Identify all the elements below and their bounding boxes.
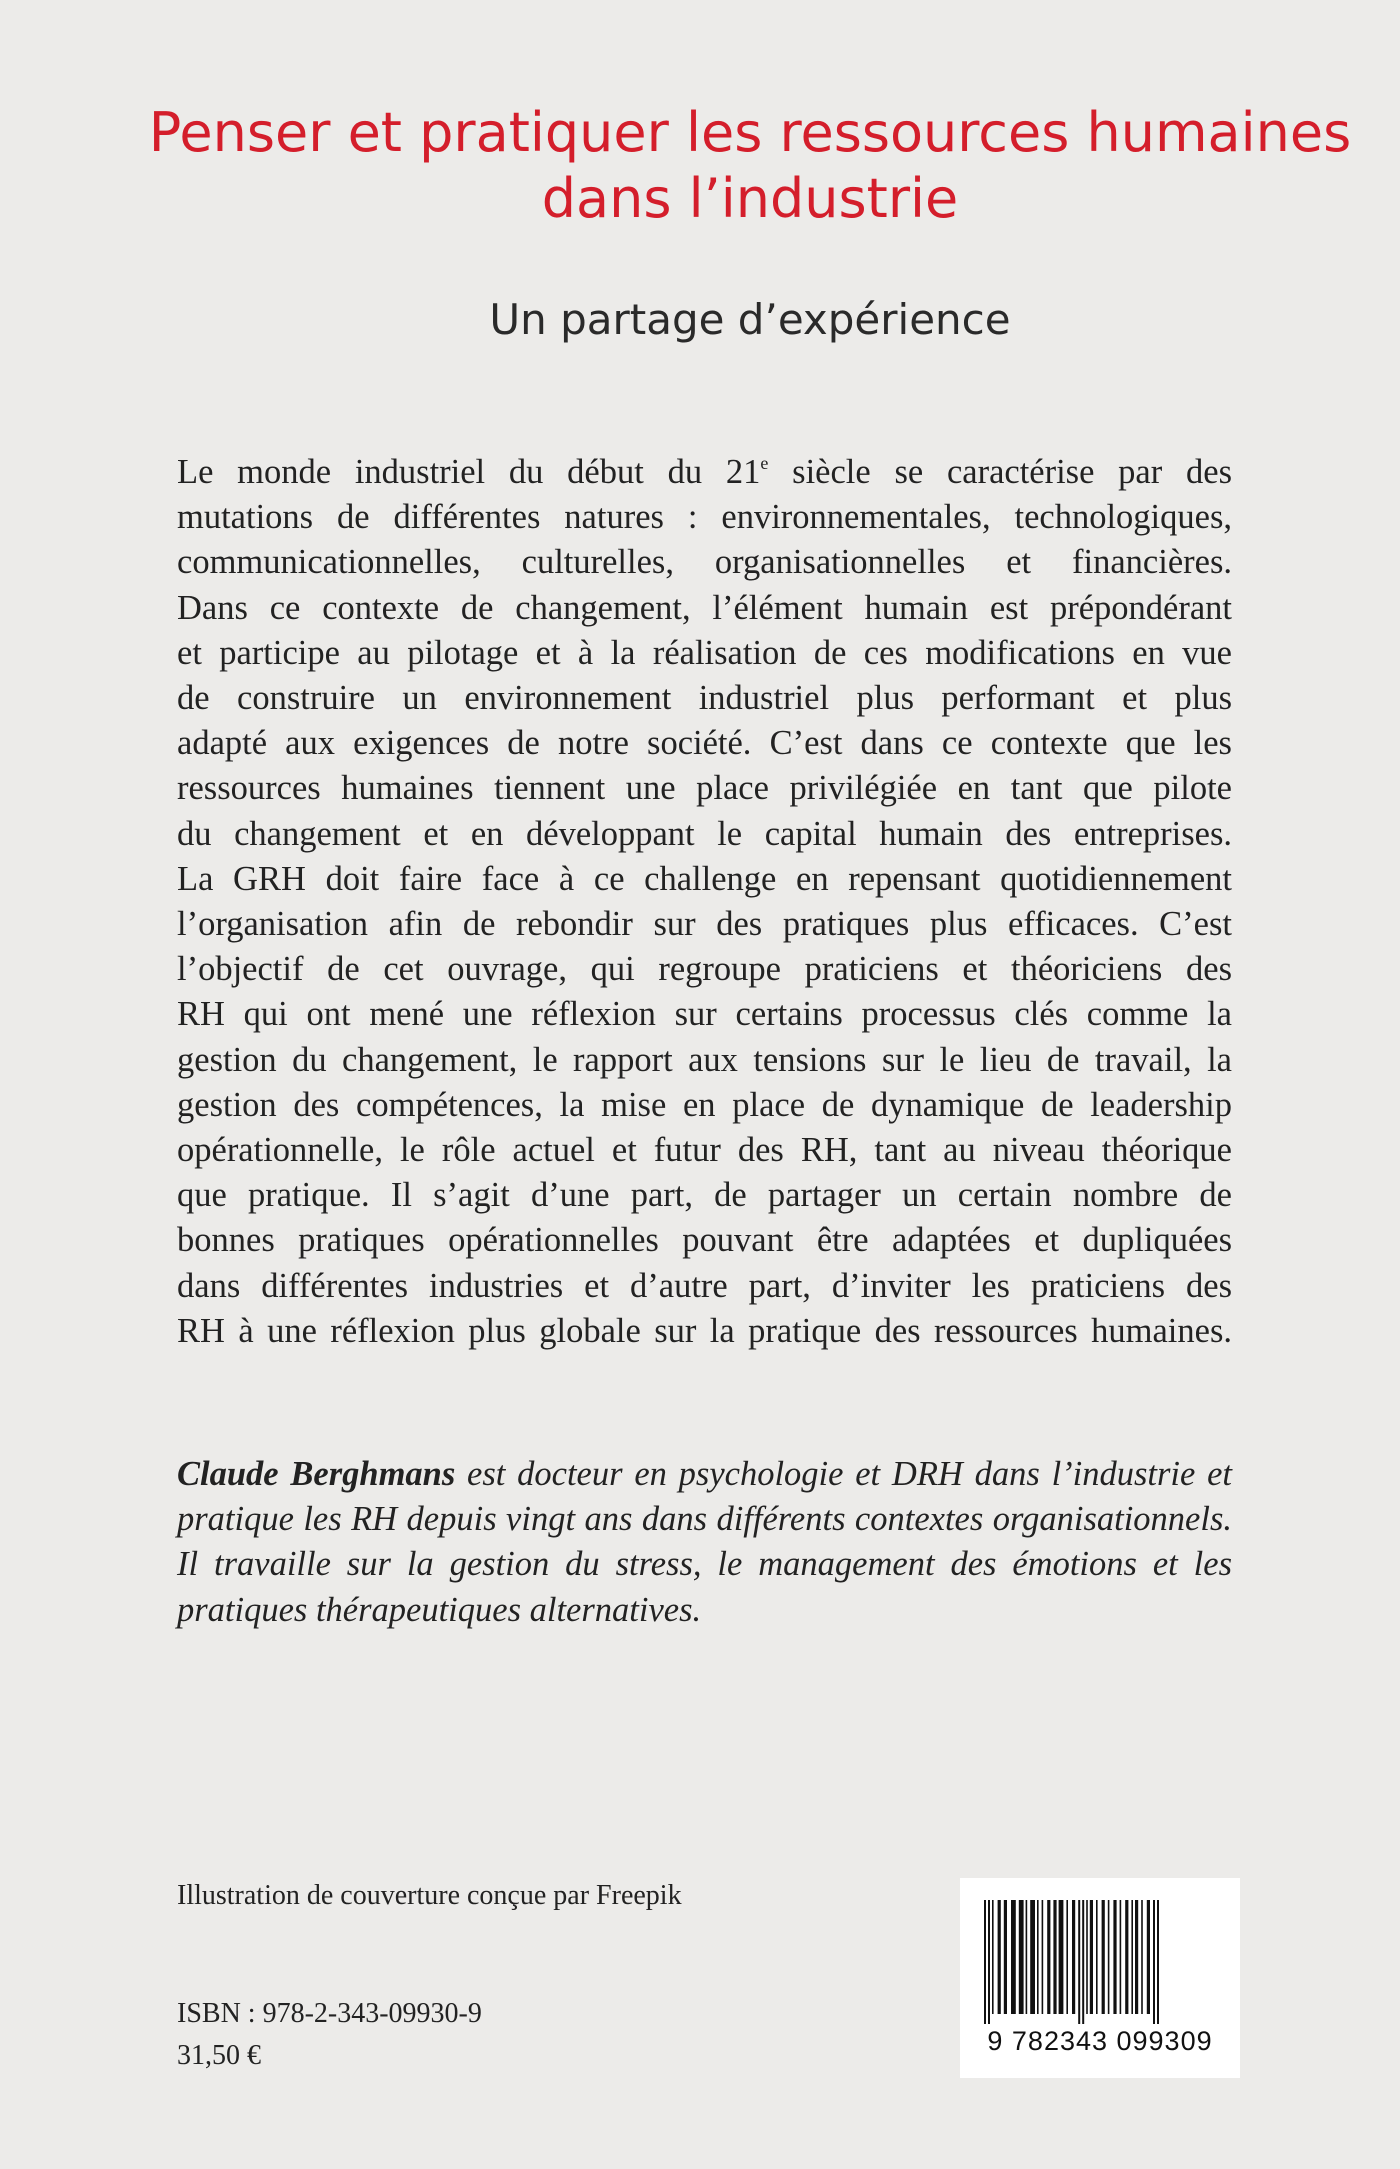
barcode-bar: [1135, 1900, 1138, 2014]
barcode-bar: [1120, 1900, 1122, 2014]
author-bio: [177, 1452, 1232, 1633]
author-bio-line: Claude Berghmans est docteur en psychologie et DRH dans l’industrie et: [177, 1455, 1232, 1493]
summary-line: du changement et en développant le capital humain des entreprises.: [177, 814, 1232, 853]
summary-line: mutations de différentes natures : environnementales, technologiques,: [177, 498, 1232, 537]
barcode-bar: [1102, 1900, 1105, 2014]
barcode-bar: [1037, 1900, 1039, 2014]
barcode-bar: [984, 1900, 986, 2024]
barcode-bar: [1108, 1900, 1110, 2014]
illustration-credit: Illustration de couverture conçue par Freepik: [177, 1880, 682, 1911]
summary-line: l’objectif de cet ouvrage, qui regroupe praticiens et théoriciens des: [177, 950, 1232, 989]
summary-line: que pratique. Il s’agit d’une part, de partager un certain nombre de: [177, 1176, 1232, 1215]
barcode-bar: [1157, 1900, 1159, 2024]
barcode-bar: [1019, 1900, 1024, 2014]
book-title-line-1: Penser et pratiquer les ressources humaines: [148, 101, 1352, 164]
barcode-bar: [1131, 1900, 1133, 2014]
summary-line: bonnes pratiques opérationnelles pouvant être adaptées et dupliquées: [177, 1221, 1232, 1260]
summary-line: de construire un environnement industriel plus performant et plus: [177, 679, 1232, 718]
summary-line: ressources humaines tiennent une place privilégiée en tant que pilote: [177, 769, 1232, 808]
barcode-bar: [1078, 1900, 1080, 2024]
author-bio-line: pratiques thérapeutiques alternatives.: [177, 1590, 702, 1629]
summary-line: dans différentes industries et d’autre part, d’inviter les praticiens des: [177, 1266, 1232, 1305]
summary-paragraph: [177, 450, 1232, 1354]
author-name: Claude Berghmans: [177, 1455, 456, 1493]
summary-line: opérationnelle, le rôle actuel et futur des RH, tant au niveau théorique: [177, 1131, 1232, 1170]
barcode-bar: [988, 1900, 990, 2024]
barcode-bar: [1086, 1900, 1088, 2014]
barcode-bar: [1011, 1900, 1016, 2014]
summary-line: gestion du changement, le rapport aux tensions sur le lieu de travail, la: [177, 1040, 1232, 1079]
summary-line: l’organisation afin de rebondir sur des pratiques plus efficaces. C’est: [177, 905, 1232, 944]
barcode-bar: [1004, 1900, 1007, 2014]
barcode-digits: 9 782343 099309: [987, 2026, 1213, 2056]
book-title: [100, 100, 1400, 232]
superscript-e: e: [760, 453, 769, 473]
author-bio-line: Il travaille sur la gestion du stress, le management des émotions et les: [177, 1545, 1232, 1584]
barcode-bar: [1096, 1900, 1098, 2014]
summary-line: et participe au pilotage et à la réalisation de ces modifications en vue: [177, 633, 1232, 672]
barcode-bar: [1066, 1900, 1068, 2014]
summary-line: adapté aux exigences de notre société. C’est dans ce contexte que les: [177, 724, 1232, 763]
barcode-bar: [1053, 1900, 1056, 2014]
barcode-bar: [998, 1900, 1001, 2014]
barcode-bar: [1082, 1900, 1084, 2024]
barcode-bar: [1030, 1900, 1035, 2014]
barcode-bar: [1125, 1900, 1128, 2014]
author-bio-line: pratique les RH depuis vingt ans dans différents contextes organisationnels.: [177, 1500, 1232, 1539]
book-subtitle: Un partage d’expérience: [489, 295, 1011, 344]
summary-line: Le monde industriel du début du 21e siècle se caractérise par des: [177, 453, 1232, 491]
barcode-bar: [1059, 1900, 1064, 2014]
barcode-bar: [1026, 1900, 1028, 2014]
price-label: 31,50 €: [177, 2040, 261, 2071]
summary-line: RH qui ont mené une réflexion sur certains processus clés comme la: [177, 995, 1232, 1034]
barcode-bar: [1047, 1900, 1050, 2014]
summary-line: RH à une réflexion plus globale sur la pratique des ressources humaines.: [177, 1311, 1232, 1350]
barcode: [960, 1878, 1240, 2078]
barcode-bar: [1090, 1900, 1093, 2014]
barcode-bar: [1042, 1900, 1044, 2014]
isbn-label: ISBN : 978-2-343-09930-9: [177, 1998, 482, 2029]
barcode-bar: [1072, 1900, 1075, 2014]
barcode-bar: [1113, 1900, 1116, 2014]
summary-line: communicationnelles, culturelles, organisationnelles et financières.: [177, 543, 1232, 582]
book-title-line-2: dans l’industrie: [541, 167, 959, 230]
barcode-bar: [1147, 1900, 1150, 2014]
summary-line: La GRH doit faire face à ce challenge en repensant quotidiennement: [177, 859, 1232, 898]
barcode-bar: [1141, 1900, 1143, 2014]
summary-line: Dans ce contexte de changement, l’élément humain est prépondérant: [177, 588, 1232, 627]
barcode-bar: [1153, 1900, 1155, 2024]
barcode-bar: [992, 1900, 994, 2014]
summary-line: gestion des compétences, la mise en place de dynamique de leadership: [177, 1085, 1232, 1124]
barcode-bars: [980, 1900, 1220, 2024]
